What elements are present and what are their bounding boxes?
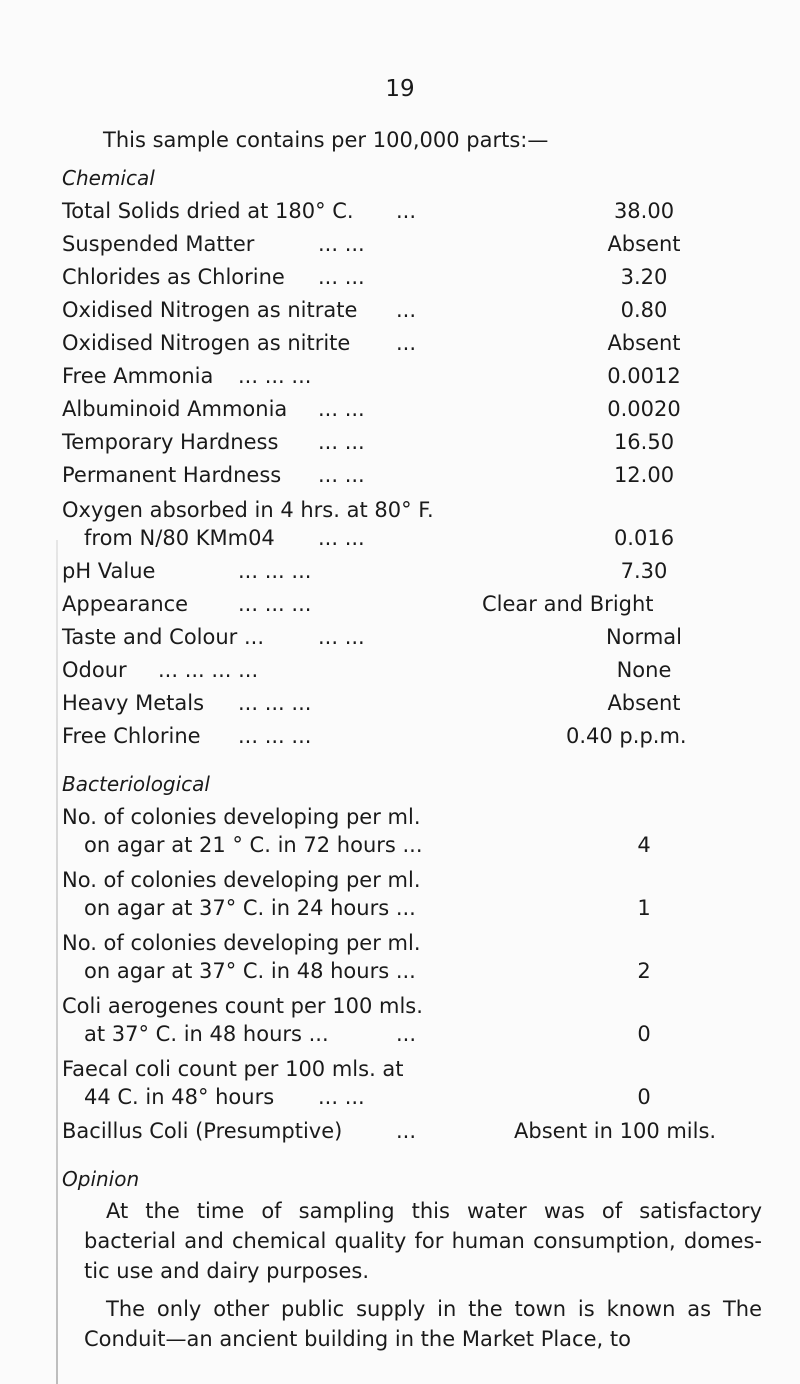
bact-row-coli-aerogenes <box>62 992 782 1048</box>
row-value: Absent <box>607 691 681 715</box>
closing-paragraph <box>84 1294 762 1354</box>
leader-dots: ... ... ... <box>238 592 312 616</box>
chem-row-nitrite <box>62 331 782 359</box>
row-value: 4 <box>637 833 651 857</box>
row-value: 3.20 <box>620 265 668 289</box>
page-number: 19 <box>385 76 415 102</box>
chem-row-albuminoid-ammonia <box>62 397 782 425</box>
chemical-heading: Chemical <box>62 166 155 190</box>
row-label-line1: Coli aerogenes count per 100 mls. <box>62 994 423 1018</box>
row-label-line1: No. of colonies developing per ml. <box>62 868 421 892</box>
row-label-line2: on agar at 37° C. in 48 hours ... <box>84 959 416 983</box>
row-label: Temporary Hardness <box>62 430 279 454</box>
leader-dots: ... <box>396 1119 417 1143</box>
chem-row-temporary-hardness <box>62 430 782 458</box>
row-label-line1: Oxygen absorbed in 4 hrs. at 80° F. <box>62 498 434 522</box>
leader-dots: ... ... <box>318 430 365 454</box>
chem-row-chlorides <box>62 265 782 293</box>
chem-row-suspended-matter <box>62 232 782 260</box>
row-label-line2: on agar at 37° C. in 24 hours ... <box>84 896 416 920</box>
row-label: Bacillus Coli (Presumptive) <box>62 1119 343 1143</box>
opinion-text: At the time of sampling this water was of satisfactory bacterial and chemical quality for human consumption, domes- tic use and dairy purposes. <box>84 1199 762 1283</box>
row-label: Taste and Colour ... <box>62 625 265 649</box>
row-value: Absent <box>607 331 681 355</box>
row-label: Free Ammonia <box>62 364 214 388</box>
row-value: 2 <box>637 959 651 983</box>
row-label: Chlorides as Chlorine <box>62 265 285 289</box>
chem-row-heavy-metals <box>62 691 782 719</box>
opinion-paragraph <box>84 1196 762 1286</box>
chem-row-odour <box>62 658 782 686</box>
row-value: 12.00 <box>613 463 675 487</box>
chem-row-free-chlorine <box>62 724 782 752</box>
leader-dots: ... ... <box>318 625 365 649</box>
chem-row-total-solids <box>62 199 782 227</box>
row-label-line1: No. of colonies developing per ml. <box>62 805 421 829</box>
row-label-line2: on agar at 21 ° C. in 72 hours ... <box>84 833 423 857</box>
row-label: Permanent Hardness <box>62 463 282 487</box>
row-label: Total Solids dried at 180° C. <box>62 199 354 223</box>
row-value: Clear and Bright <box>482 592 654 616</box>
leader-dots: ... ... ... <box>238 559 312 583</box>
intro-line: This sample contains per 100,000 parts:— <box>103 128 549 152</box>
row-label-line2-text: from N/80 KMm04 <box>84 526 275 550</box>
row-value: 0.0020 <box>607 397 681 421</box>
chem-row-appearance <box>62 592 782 620</box>
closing-text: The only other public supply in the town is known as The Conduit—an ancient building in the Market Place, to <box>84 1297 762 1351</box>
chem-row-ph <box>62 559 782 587</box>
bacteriological-heading: Bacteriological <box>62 772 210 796</box>
leader-dots: ... ... <box>318 397 365 421</box>
bact-row-faecal-coli <box>62 1055 782 1111</box>
row-label: Albuminoid Ammonia <box>62 397 288 421</box>
bact-row-colonies-37c-48h <box>62 929 782 985</box>
leader-dots: ... ... <box>318 463 365 487</box>
opinion-heading: Opinion <box>62 1167 140 1191</box>
leader-dots: ... ... <box>318 232 365 256</box>
row-value: Absent <box>607 232 681 256</box>
page-edge-shadow <box>56 540 58 1384</box>
row-value: 16.50 <box>613 430 675 454</box>
leader-dots: ... ... ... <box>238 364 312 388</box>
row-label: Oxidised Nitrogen as nitrate <box>62 298 358 322</box>
chem-row-taste-colour <box>62 625 782 653</box>
row-label-line1: Faecal coli count per 100 mls. at <box>62 1057 404 1081</box>
chem-row-nitrate <box>62 298 782 326</box>
leader-dots: ... <box>396 1022 417 1046</box>
chem-row-free-ammonia <box>62 364 782 392</box>
row-label-line2-text: at 37° C. in 48 hours ... <box>84 1022 329 1046</box>
row-value: Absent in 100 mils. <box>514 1119 717 1143</box>
row-value: 0.0012 <box>607 364 681 388</box>
row-value: Normal <box>606 625 682 649</box>
row-value: 0.016 <box>613 526 675 550</box>
bact-row-colonies-21c-72h <box>62 803 782 859</box>
leader-dots: ... ... ... <box>238 691 312 715</box>
leader-dots: ... ... <box>318 265 365 289</box>
row-label: Heavy Metals <box>62 691 205 715</box>
row-value: 0 <box>637 1022 651 1046</box>
leader-dots: ... <box>396 199 417 223</box>
row-label: Appearance <box>62 592 189 616</box>
row-value: 0 <box>637 1085 651 1109</box>
row-label: Odour <box>62 658 127 682</box>
bact-row-colonies-37c-24h <box>62 866 782 922</box>
row-value: None <box>616 658 672 682</box>
row-label-line1: No. of colonies developing per ml. <box>62 931 421 955</box>
row-label: Suspended Matter <box>62 232 255 256</box>
row-value: 0.80 <box>620 298 668 322</box>
row-value: 38.00 <box>613 199 675 223</box>
leader-dots: ... ... <box>318 526 365 550</box>
row-value: 0.40 p.p.m. <box>566 724 687 748</box>
bact-row-bacillus-coli <box>62 1119 782 1147</box>
leader-dots: ... <box>396 298 417 322</box>
leader-dots: ... ... ... <box>238 724 312 748</box>
row-label-line2-text: 44 C. in 48° hours <box>84 1085 275 1109</box>
row-label: pH Value <box>62 559 156 583</box>
leader-dots: ... ... ... ... <box>158 658 259 682</box>
chem-row-permanent-hardness <box>62 463 782 491</box>
row-label: Free Chlorine <box>62 724 201 748</box>
row-value: 7.30 <box>620 559 668 583</box>
row-label: Oxidised Nitrogen as nitrite <box>62 331 351 355</box>
row-value: 1 <box>637 896 651 920</box>
chem-row-oxygen-absorbed <box>62 496 782 552</box>
leader-dots: ... <box>396 331 417 355</box>
leader-dots: ... ... <box>318 1085 365 1109</box>
